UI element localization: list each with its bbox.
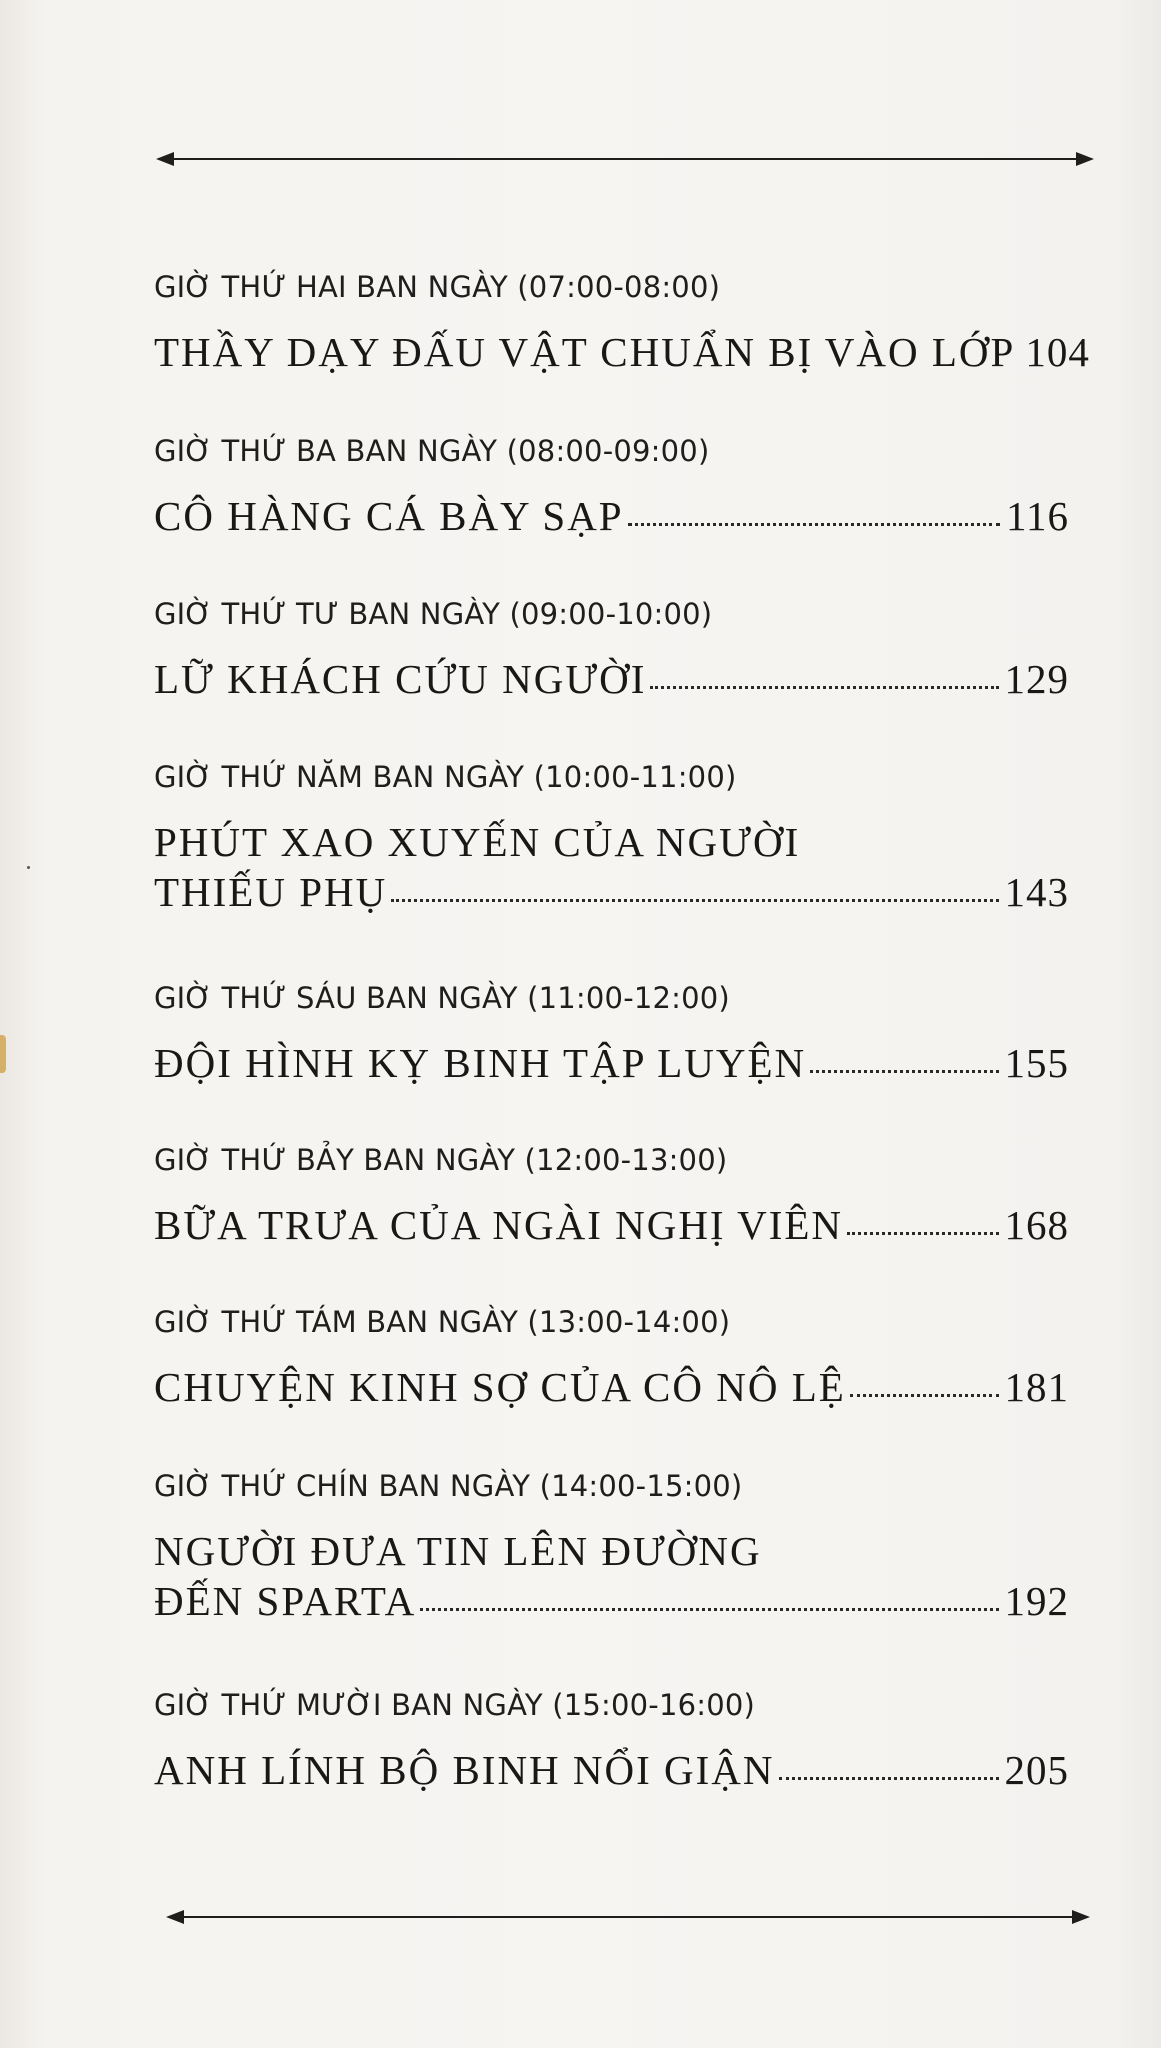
toc-page-number: 155 (1004, 1040, 1069, 1086)
toc-chapter-title: BỮA TRƯA CỦA NGÀI NGHỊ VIÊN (154, 1202, 843, 1248)
toc-title-row (154, 1201, 1069, 1249)
dot-leader (810, 1070, 998, 1073)
toc-entry[interactable] (154, 1469, 1069, 1625)
arrow-left-icon (166, 1910, 184, 1924)
toc-hour-label: GIỜ THỨ TÁM BAN NGÀY (13:00-14:00) (154, 1305, 731, 1339)
toc-title-row (154, 328, 1090, 376)
toc-entry[interactable] (154, 434, 1069, 540)
bottom-arrow-rule (170, 1916, 1086, 1918)
dot-leader (850, 1394, 999, 1397)
dot-leader (847, 1232, 999, 1235)
toc-page-number: 129 (1004, 656, 1069, 702)
toc-chapter-title: ĐỘI HÌNH KỴ BINH TẬP LUYỆN (154, 1040, 807, 1086)
toc-hour-label: GIỜ THỨ BẢY BAN NGÀY (12:00-13:00) (154, 1143, 728, 1177)
toc-chapter-title-line1: PHÚT XAO XUYẾN CỦA NGƯỜI (154, 819, 801, 865)
arrow-right-icon (1072, 1910, 1090, 1924)
toc-page-number: 168 (1004, 1202, 1069, 1248)
dot-leader (628, 523, 1000, 526)
toc-title-row (154, 1577, 1069, 1625)
toc-entry[interactable] (154, 1143, 1069, 1249)
toc-page-number: 205 (1004, 1747, 1069, 1793)
toc-hour-label: GIỜ THỨ CHÍN BAN NGÀY (14:00-15:00) (154, 1469, 743, 1503)
toc-chapter-title: THIẾU PHỤ (154, 869, 388, 915)
toc-page-number: 181 (1004, 1364, 1069, 1410)
toc-hour-label: GIỜ THỨ TƯ BAN NGÀY (09:00-10:00) (154, 597, 713, 631)
dot-leader (779, 1777, 999, 1780)
toc-title-row (154, 1363, 1069, 1411)
toc-hour-label: GIỜ THỨ BA BAN NGÀY (08:00-09:00) (154, 434, 710, 468)
toc-chapter-title: CHUYỆN KINH SỢ CỦA CÔ NÔ LỆ (154, 1364, 846, 1410)
toc-title-row (154, 868, 1069, 916)
toc-hour-label: GIỜ THỨ MƯỜI BAN NGÀY (15:00-16:00) (154, 1688, 756, 1722)
toc-page-number: 143 (1004, 869, 1069, 915)
toc-title-row (154, 1746, 1069, 1794)
toc-title-row (154, 655, 1069, 703)
toc-chapter-title: LỮ KHÁCH CỨU NGƯỜI (154, 656, 647, 702)
toc-page-number: 104 (1025, 329, 1090, 375)
toc-chapter-title: ĐẾN SPARTA (154, 1578, 417, 1624)
toc-page-number: 192 (1004, 1578, 1069, 1624)
toc-chapter-title: CÔ HÀNG CÁ BÀY SẠP (154, 493, 624, 539)
toc-entry[interactable] (154, 270, 1090, 376)
dot-leader (391, 899, 998, 902)
dot-leader (650, 686, 998, 689)
toc-title-row (154, 492, 1069, 540)
toc-entry[interactable] (154, 760, 1069, 916)
dot-leader (420, 1608, 998, 1611)
toc-chapter-title-line1: NGƯỜI ĐƯA TIN LÊN ĐƯỜNG (154, 1528, 762, 1574)
toc-page-number: 116 (1006, 493, 1069, 539)
toc-chapter-title: ANH LÍNH BỘ BINH NỔI GIẬN (154, 1747, 775, 1793)
toc-entry[interactable] (154, 1688, 1069, 1794)
toc-hour-label: GIỜ THỨ SÁU BAN NGÀY (11:00-12:00) (154, 981, 730, 1015)
toc-entry[interactable] (154, 1305, 1069, 1411)
toc-entry[interactable] (154, 597, 1069, 703)
toc-hour-label: GIỜ THỨ HAI BAN NGÀY (07:00-08:00) (154, 270, 721, 304)
toc-entry[interactable] (154, 981, 1069, 1087)
toc-chapter-title: THẦY DẠY ĐẤU VẬT CHUẨN BỊ VÀO LỚP (154, 329, 1016, 375)
toc-hour-label: GIỜ THỨ NĂM BAN NGÀY (10:00-11:00) (154, 760, 737, 794)
toc-title-row (154, 1039, 1069, 1087)
